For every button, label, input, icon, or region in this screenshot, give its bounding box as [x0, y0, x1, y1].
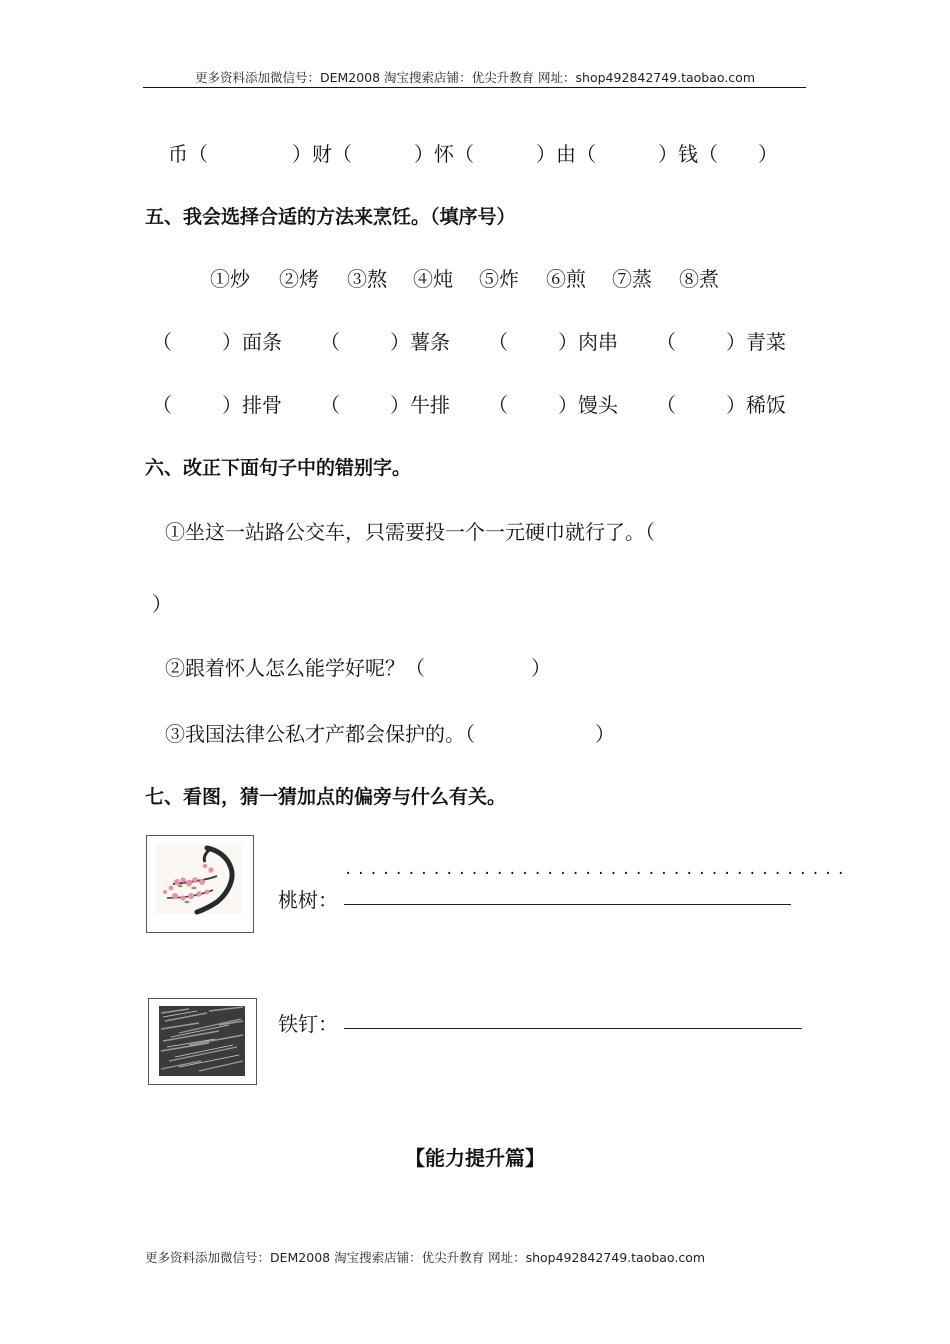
emphasis-dots: ........................................	[344, 862, 850, 878]
q5-title: 五、我会选择合适的方法来烹饪。（填序号）	[145, 206, 516, 228]
q5-r1-open-4: （	[656, 330, 676, 354]
q4-item-3: ）怀（	[414, 142, 474, 166]
header-divider	[143, 87, 806, 88]
q4-item-4: ）由（	[536, 142, 596, 166]
q5-r2-open-1: （	[152, 393, 172, 417]
q4-item-6: ）	[758, 142, 778, 166]
peach-tree-answer-line[interactable]	[344, 904, 791, 905]
q5-r2-item-3: ）馒头	[558, 393, 618, 417]
q7-title: 七、看图，猜一猜加点的偏旁与什么有关。	[145, 786, 507, 808]
q5-r1-item-3: ）肉串	[558, 330, 618, 354]
q6-s2-close: ）	[531, 656, 551, 680]
method-8: ⑧煮	[679, 267, 719, 291]
peach-blossom-icon	[147, 836, 253, 932]
page-header: 更多资料添加微信号：DEM2008 淘宝搜索店铺：优尖升教育 网址：shop492842749.taobao.com	[194, 70, 756, 85]
q5-r2-open-2: （	[320, 393, 340, 417]
q4-tail-row	[168, 138, 778, 167]
q5-r2-open-4: （	[656, 393, 676, 417]
method-3: ③熬	[347, 267, 387, 291]
q5-r1-open-3: （	[488, 330, 508, 354]
q5-r1-open-2: （	[320, 330, 340, 354]
q5-methods	[210, 263, 719, 292]
iron-nail-answer-line[interactable]	[344, 1028, 802, 1029]
q5-r2-item-2: ）牛排	[390, 393, 450, 417]
q4-item-2: ）财（	[292, 142, 352, 166]
method-2: ②烤	[279, 267, 319, 291]
q4-item-1: 币（	[168, 142, 208, 166]
method-4: ④炖	[413, 267, 453, 291]
q5-r2-item-1: ）排骨	[222, 393, 282, 417]
q5-r1-item-4: ）青菜	[726, 330, 786, 354]
section-title: 【能力提升篇】	[405, 1146, 545, 1170]
q6-sentence-3	[165, 718, 615, 747]
peach-tree-image	[146, 835, 254, 933]
peach-tree-label: 桃树：	[278, 888, 338, 912]
q6-s2-text: ②跟着怀人怎么能学好呢？（	[165, 656, 425, 680]
nails-icon	[149, 999, 256, 1084]
q6-sentence-1-close: ）	[152, 592, 172, 616]
q5-row-2	[152, 389, 786, 418]
q5-row-1	[152, 326, 786, 355]
iron-nails-image	[148, 998, 257, 1085]
q6-sentence-1: ①坐这一站路公交车，只需要投一个一元硬巾就行了。（	[165, 520, 655, 544]
method-5: ⑤炸	[479, 267, 519, 291]
q6-title: 六、改正下面句子中的错别字。	[145, 457, 412, 479]
iron-nail-label: 铁钉：	[278, 1012, 338, 1036]
q4-item-5: ）钱（	[658, 142, 718, 166]
q5-r1-open-1: （	[152, 330, 172, 354]
page-footer: 更多资料添加微信号：DEM2008 淘宝搜索店铺：优尖升教育 网址：shop492842749.taobao.com	[145, 1250, 706, 1265]
q5-r2-open-3: （	[488, 393, 508, 417]
q6-s3-close: ）	[595, 722, 615, 746]
q5-r1-item-1: ）面条	[222, 330, 282, 354]
q5-r1-item-2: ）薯条	[390, 330, 450, 354]
q5-r2-item-4: ）稀饭	[726, 393, 786, 417]
q6-sentence-2	[165, 652, 551, 681]
method-1: ①炒	[210, 267, 250, 291]
method-7: ⑦蒸	[612, 267, 652, 291]
q6-s3-text: ③我国法律公私才产都会保护的。（	[165, 722, 475, 746]
method-6: ⑥煎	[546, 267, 586, 291]
